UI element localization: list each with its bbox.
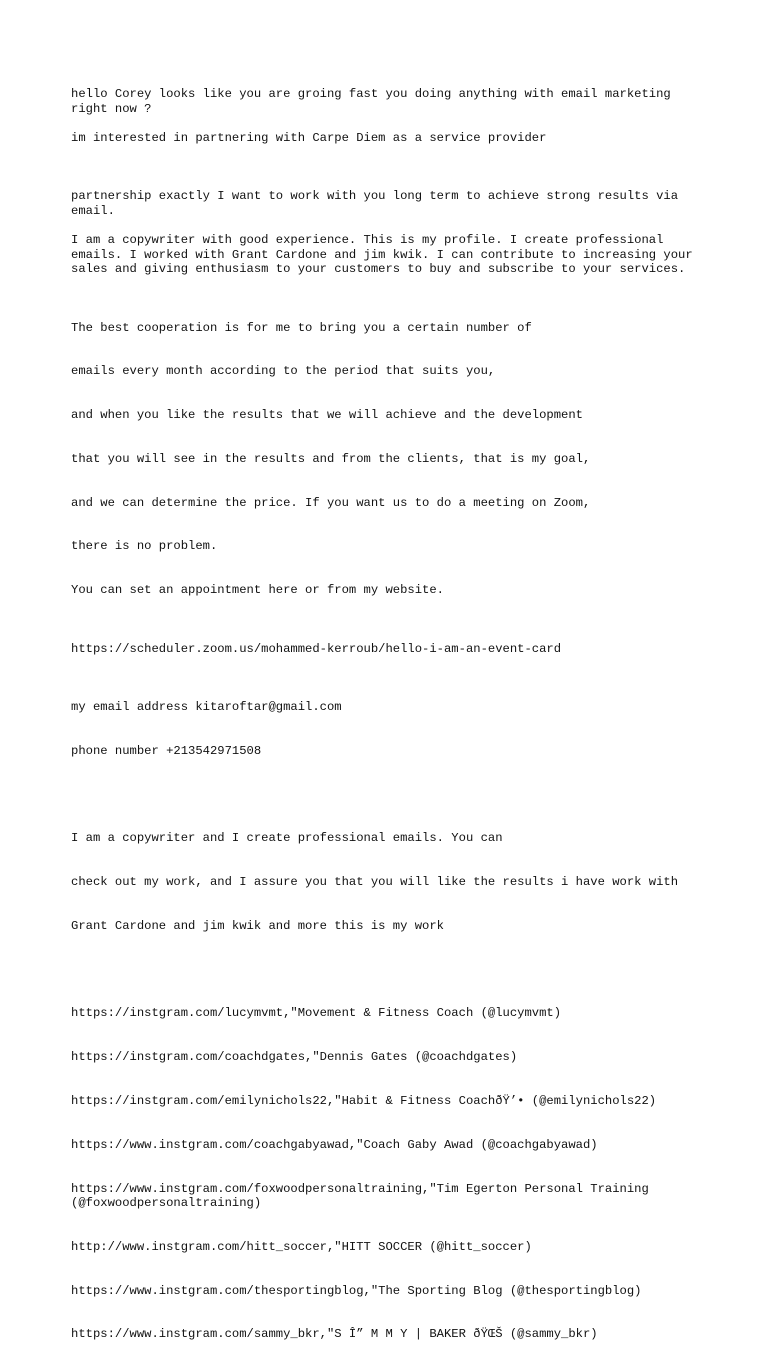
contact-block (71, 671, 711, 788)
spacer (71, 218, 711, 233)
spacer (71, 175, 711, 190)
portfolio-links (71, 977, 711, 1371)
text-line: You can set an appointment here or from my website. (71, 583, 444, 598)
text-line: check out my work, and I assure you that you will like the results i have work with (71, 875, 679, 890)
text-line: Grant Cardone and jim kwik and more this is my work (71, 918, 444, 933)
portfolio-link[interactable]: https://instgram.com/coachdgates,"Dennis Gates (@coachdgates) (71, 1050, 518, 1065)
portfolio-link[interactable]: https://www.instgram.com/thesportingblog,"The Sporting Blog (@thesportingblog) (71, 1283, 642, 1298)
portfolio-link[interactable]: https://www.instgram.com/coachgabyawad,"Coach Gaby Awad (@coachgabyawad) (71, 1137, 598, 1152)
spacer (71, 963, 711, 978)
portfolio-link[interactable]: https://www.instgram.com/foxwoodpersonaltraining,"Tim Egerton Personal Training (@foxwoodpersonaltraining) (71, 1181, 657, 1211)
text-line: there is no problem. (71, 539, 218, 554)
email-document (71, 87, 711, 1371)
spacer (71, 788, 711, 803)
partnership-paragraph: partnership exactly I want to work with you long term to achieve strong results via email. (71, 189, 686, 218)
portfolio-link[interactable]: https://instgram.com/emilynichols22,"Habit & Fitness CoachðŸ’• (@emilynichols22) (71, 1093, 657, 1108)
text-line: emails every month according to the period that suits you, (71, 364, 496, 379)
text-line: I am a copywriter and I create professional emails. You can (71, 831, 503, 846)
portfolio-link[interactable]: https://www.instgram.com/sammy_bkr,"S Î” M M Y | BAKER ðŸŒŠ (@sammy_bkr) (71, 1327, 598, 1342)
text-line: and we can determine the price. If you want us to do a meeting on Zoom, (71, 495, 591, 510)
text-line: and when you like the results that we will achieve and the development (71, 408, 583, 423)
portfolio-link[interactable]: http://www.instgram.com/hitt_soccer,"HITT SOCCER (@hitt_soccer) (71, 1239, 532, 1254)
spacer (71, 627, 711, 642)
spacer (71, 277, 711, 292)
email-line: my email address kitaroftar@gmail.com (71, 699, 342, 714)
spacer (71, 116, 711, 131)
spacer (71, 145, 711, 174)
profile-paragraph: I am a copywriter with good experience. This is my profile. I create professional emails. I worked with Grant Cardone and jim kwik. I can contribute to increasing your sales and giving enthusiasm to your customers to buy and subscribe to your services. (71, 232, 700, 277)
greeting-paragraph: hello Corey looks like you are groing fast you doing anything with email marketing right now ? (71, 87, 679, 116)
cooperation-paragraph (71, 291, 711, 627)
spacer (71, 656, 711, 671)
text-line: that you will see in the results and from the clients, that is my goal, (71, 451, 591, 466)
phone-line: phone number +213542971508 (71, 743, 262, 758)
interest-paragraph: im interested in partnering with Carpe Diem as a service provider (71, 130, 547, 145)
portfolio-link[interactable]: https://instgram.com/lucymvmt,"Movement & Fitness Coach (@lucymvmt) (71, 1006, 562, 1021)
scheduler-link[interactable]: https://scheduler.zoom.us/mohammed-kerroub/hello-i-am-an-event-card (71, 641, 562, 656)
work-paragraph (71, 802, 711, 963)
text-line: The best cooperation is for me to bring you a certain number of (71, 320, 532, 335)
